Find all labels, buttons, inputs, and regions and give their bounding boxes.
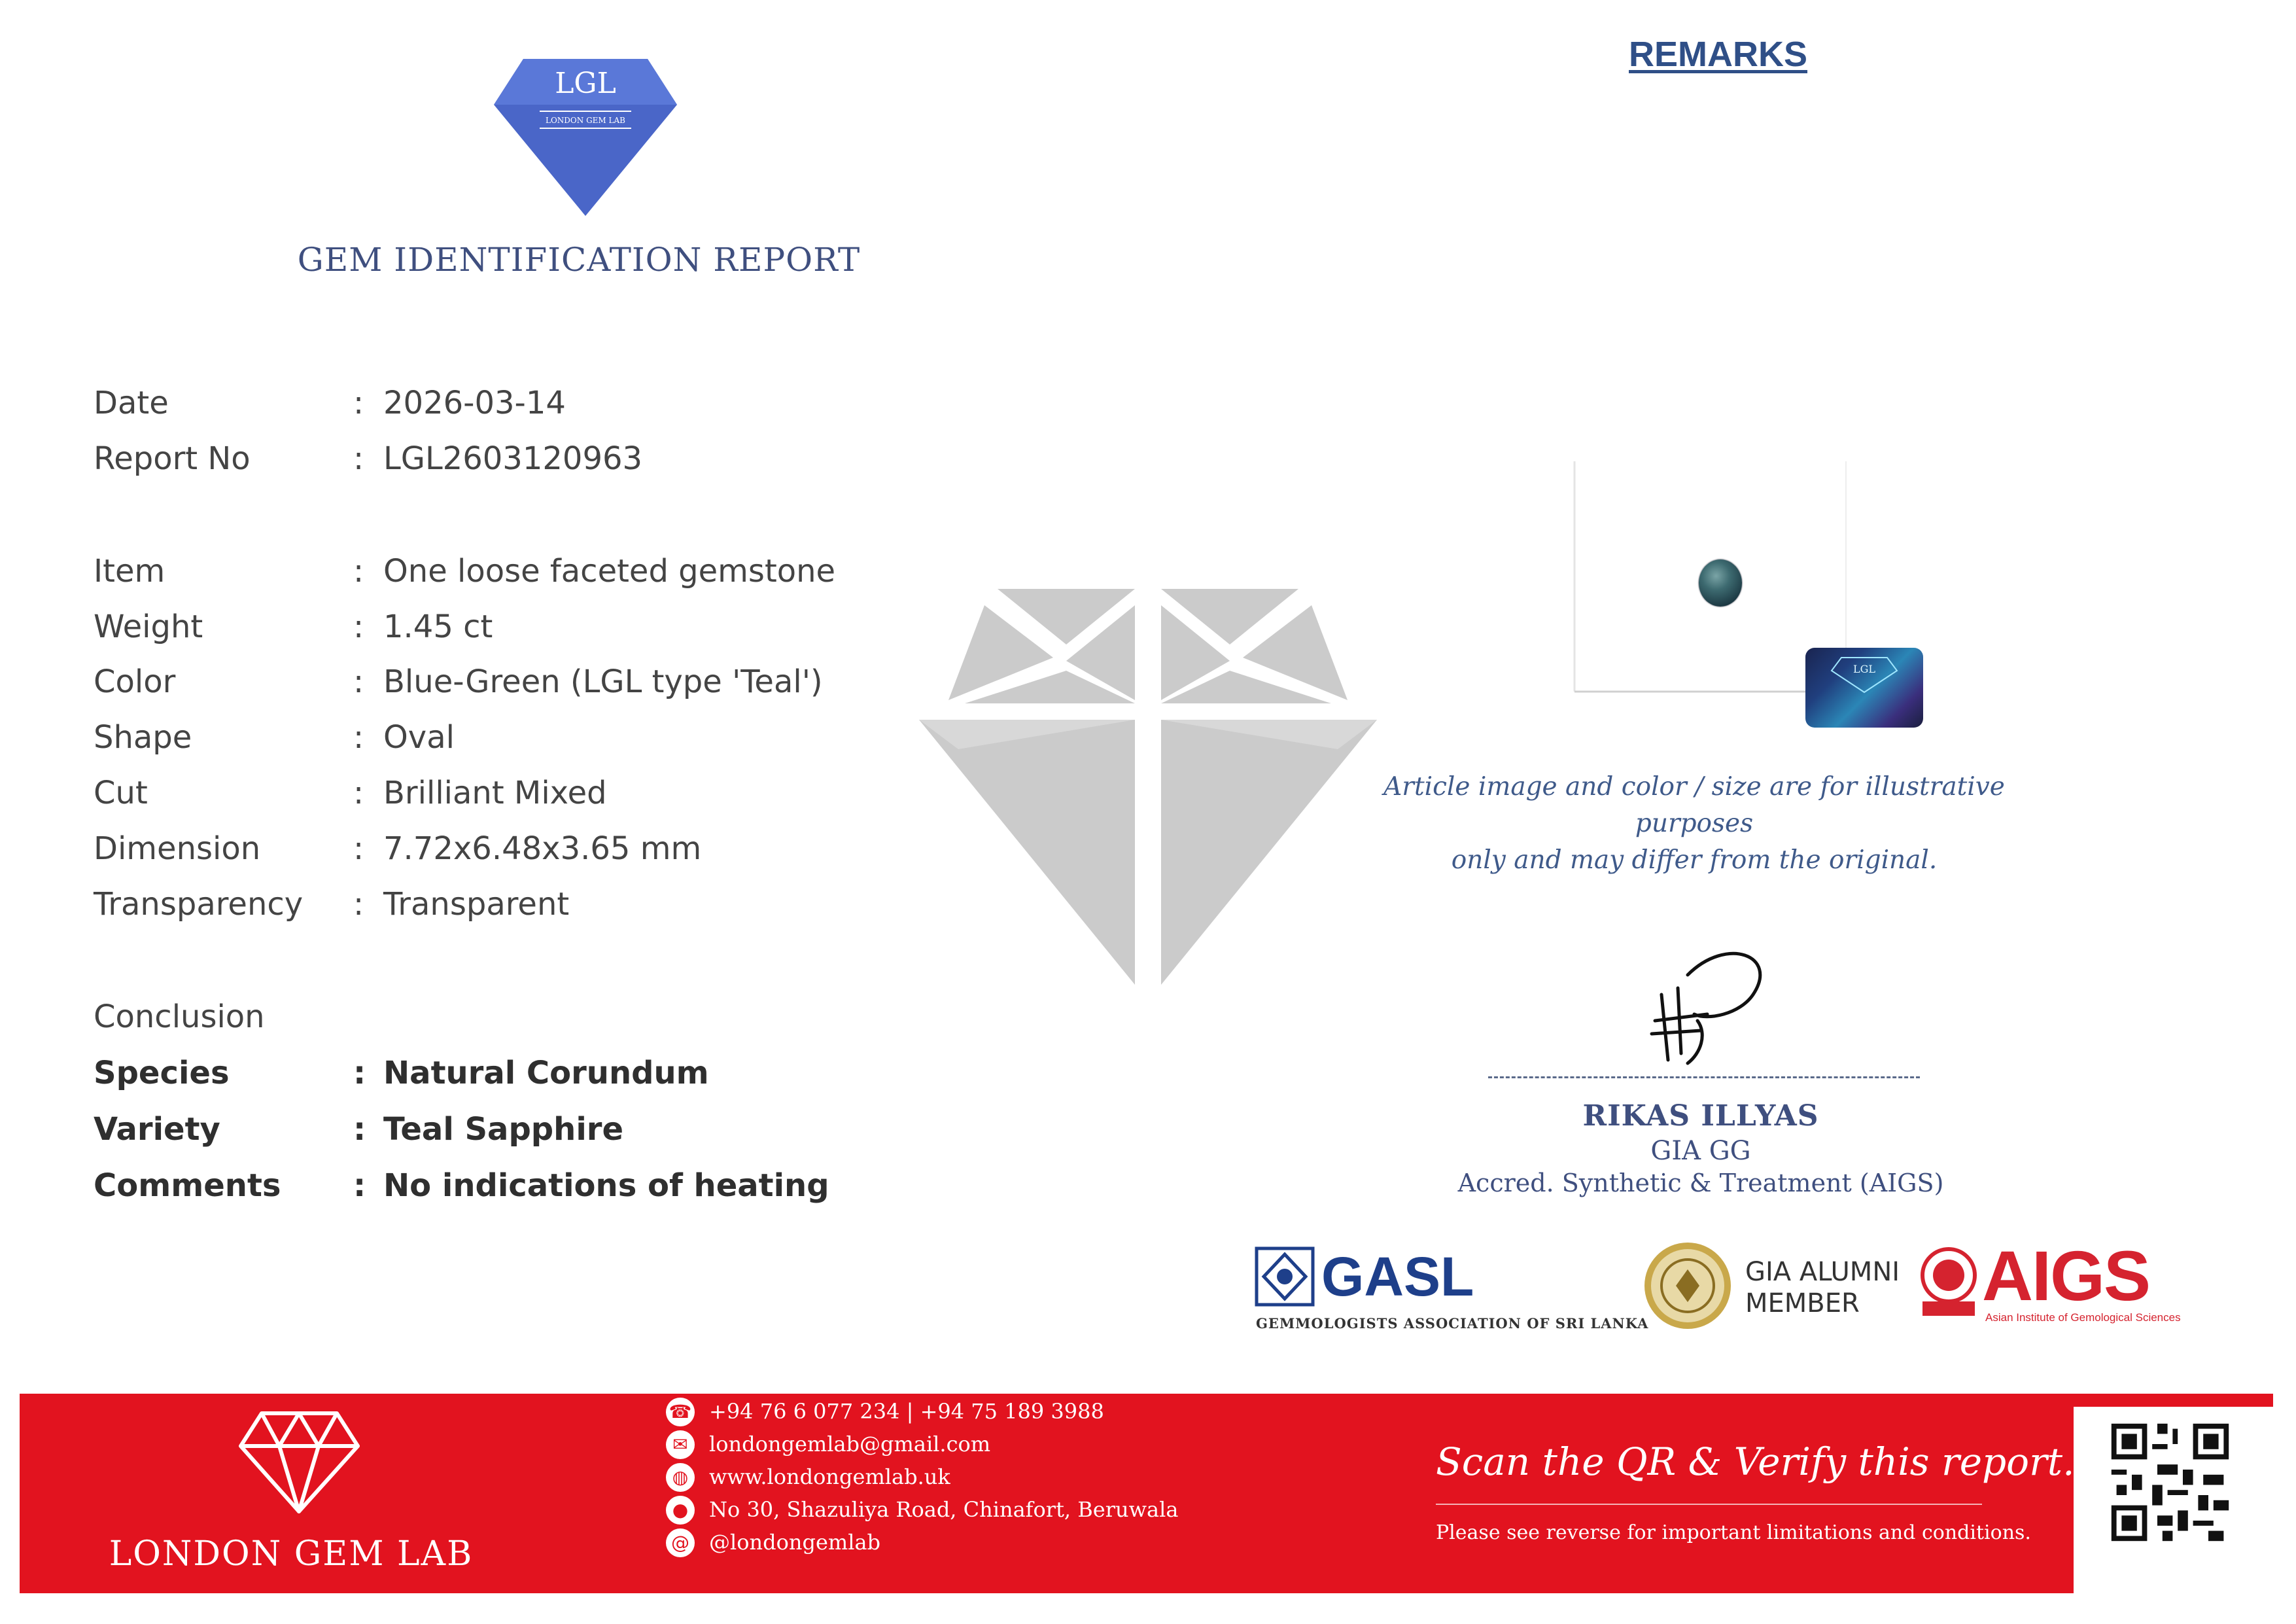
globe-icon: ◍: [666, 1463, 695, 1492]
footer-divider: [1436, 1504, 1982, 1505]
contact-phone-text: +94 76 6 077 234 | +94 75 189 3988: [709, 1399, 1104, 1424]
conclusion-value: Natural Corundum: [383, 1055, 709, 1091]
detail-value: One loose faceted gemstone: [383, 553, 836, 590]
limitations-note: Please see reverse for important limitations and conditions.: [1436, 1521, 2031, 1544]
detail-separator: :: [353, 1055, 366, 1091]
detail-separator: :: [353, 440, 364, 477]
phone-icon: ☎: [666, 1398, 695, 1426]
gasl-name: GASL: [1321, 1246, 1474, 1307]
gia-line-1: GIA ALUMNI: [1745, 1257, 1900, 1287]
diamond-watermark-icon: [919, 586, 1377, 995]
scan-qr-message: Scan the QR & Verify this report.: [1436, 1439, 2075, 1484]
detail-value: 1.45 ct: [383, 609, 493, 645]
conclusion-value: No indications of heating: [383, 1167, 829, 1204]
signature-line: [1488, 1076, 1920, 1078]
footer-stripe: [2074, 1394, 2273, 1407]
logo-monogram: LGL: [555, 67, 616, 100]
detail-separator: :: [353, 886, 364, 923]
image-disclaimer: [1367, 769, 2021, 879]
detail-value: 7.72x6.48x3.65 mm: [383, 830, 702, 867]
detail-separator: :: [353, 830, 364, 867]
contact-website-text[interactable]: www.londongemlab.uk: [709, 1464, 950, 1489]
hologram-logo-icon: [1825, 654, 1904, 694]
qr-code-icon[interactable]: [2106, 1419, 2234, 1546]
conclusion-value: Teal Sapphire: [383, 1111, 624, 1148]
diamond-logo-icon: [239, 1410, 360, 1515]
aigs-name: AIGS: [1982, 1236, 2150, 1315]
conclusion-label: Conclusion: [94, 998, 265, 1035]
hologram-monogram: LGL: [1852, 663, 1876, 675]
gasl-logo-icon: [1255, 1246, 1315, 1307]
detail-label: Date: [94, 385, 169, 421]
contact-address-text: No 30, Shazuliya Road, Chinafort, Beruwala: [709, 1497, 1179, 1522]
detail-value: Transparent: [383, 886, 570, 923]
detail-label: Report No: [94, 440, 251, 477]
aigs-seal-icon: [1920, 1246, 1977, 1317]
detail-label: Color: [94, 663, 176, 700]
detail-separator: :: [353, 663, 364, 700]
conclusion-label: Comments: [94, 1167, 281, 1204]
disclaimer-line-2: only and may differ from the original.: [1451, 845, 1938, 875]
social-icon: @: [666, 1528, 695, 1557]
gia-line-2: MEMBER: [1745, 1288, 1860, 1318]
gemstone-image: [1699, 559, 1742, 607]
detail-value: Oval: [383, 719, 455, 756]
logo-subtitle: LONDON GEM LAB: [546, 116, 625, 125]
conclusion-label: Species: [94, 1055, 230, 1091]
detail-separator: :: [353, 719, 364, 756]
contact-social-text[interactable]: @londongemlab: [709, 1530, 881, 1555]
signatory-name: RIKAS ILLYAS: [1582, 1099, 1819, 1133]
signature-image: [1648, 949, 1779, 1067]
detail-value: 2026-03-14: [383, 385, 566, 421]
detail-separator: :: [353, 775, 364, 811]
report-title: GEM IDENTIFICATION REPORT: [297, 241, 861, 279]
lgl-diamond-logo: [494, 59, 677, 216]
detail-label: Shape: [94, 719, 192, 756]
gasl-full-name: GEMMOLOGISTS ASSOCIATION OF SRI LANKA: [1256, 1315, 1649, 1332]
detail-label: Transparency: [94, 886, 304, 923]
detail-separator: :: [353, 1111, 366, 1148]
detail-value: Blue-Green (LGL type 'Teal'): [383, 663, 823, 700]
detail-label: Dimension: [94, 830, 261, 867]
aigs-full-name: Asian Institute of Gemological Sciences: [1985, 1311, 2181, 1324]
signatory-accreditation: Accred. Synthetic & Treatment (AIGS): [1457, 1169, 1944, 1197]
location-icon: ●: [666, 1496, 695, 1525]
gia-alumni-seal-icon: [1642, 1240, 1733, 1332]
gia-alumni-text: [1745, 1256, 1900, 1319]
footer-brand: LONDON GEM LAB: [109, 1534, 474, 1574]
signatory-title: GIA GG: [1650, 1136, 1751, 1166]
disclaimer-line-1: Article image and color / size are for illustrative purposes: [1383, 772, 2005, 838]
contact-email-text[interactable]: londongemlab@gmail.com: [709, 1432, 991, 1456]
detail-separator: :: [353, 609, 364, 645]
email-icon: ✉: [666, 1430, 695, 1459]
remarks-heading: REMARKS: [1629, 35, 1808, 74]
conclusion-label: Variety: [94, 1111, 220, 1148]
detail-label: Item: [94, 553, 165, 590]
detail-label: Weight: [94, 609, 203, 645]
detail-value: Brilliant Mixed: [383, 775, 607, 811]
detail-separator: :: [353, 553, 364, 590]
detail-separator: :: [353, 1167, 366, 1204]
detail-label: Cut: [94, 775, 148, 811]
detail-separator: :: [353, 385, 364, 421]
detail-value: LGL2603120963: [383, 440, 643, 477]
